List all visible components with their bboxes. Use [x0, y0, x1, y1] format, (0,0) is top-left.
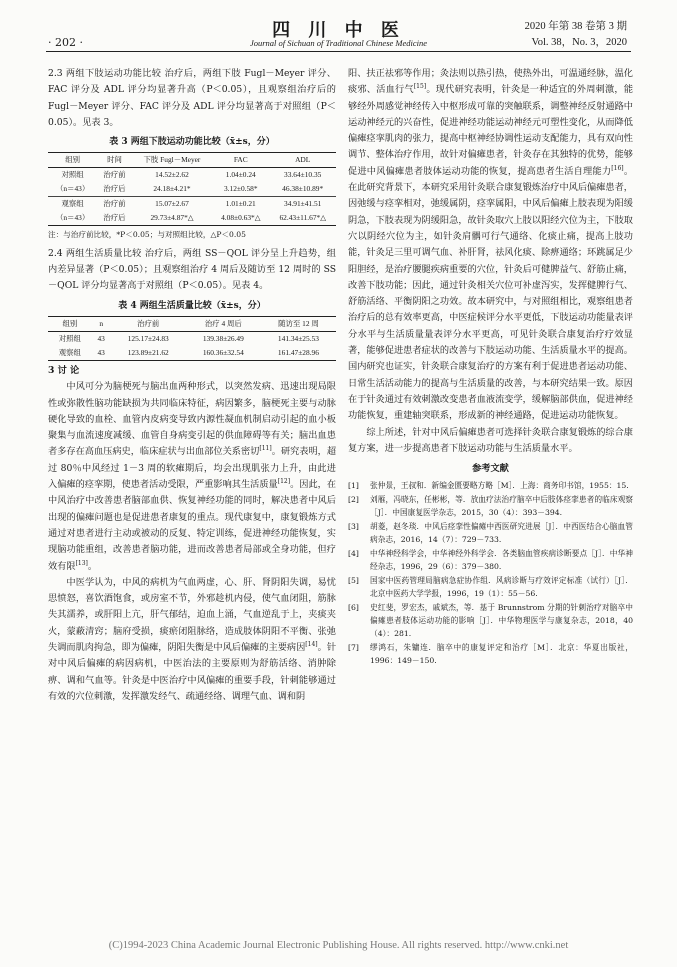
reference-item: [348, 493, 633, 519]
left-column: [48, 66, 336, 705]
table-cell: 治疗前: [103, 199, 126, 209]
table-3-note: 注：与治疗前比较，*P＜0.05；与对照组比较，△P＜0.05: [48, 230, 246, 240]
table-cell: 14.52±2.62: [155, 170, 189, 180]
text-run: 。因此，在中风治疗中改善患者脑部血供、恢复神经功能的同时，解决患者中风后出现的偏瘫问题也是促进患者康复的重点。现代康复中，康复锻炼方式通过对患者进行主动或被动的反复、特定训练，促进神经功能恢复，实现脑功能重组，改善患者脑功能，进而改善患者局部或全身功能，但疗效有限: [48, 479, 337, 572]
reference-item: [348, 520, 633, 546]
table-4: [48, 316, 336, 361]
section-2-4-paragraph: 2.4 两组生活质量比较 治疗后，两组 SS－QOL 评分呈上升趋势，组内差异显著（P＜0.05）；且观察组治疗 4 周后及随访至 12 周时的 SS－QOL 评分均显著高于对照组（P＜0.05）。见表 4。: [48, 247, 336, 292]
references-list: [348, 479, 633, 667]
table-3-caption: 表 3 两组下肢运动功能比较（x̄±s，分）: [109, 137, 275, 148]
table-cell: 43: [97, 333, 105, 343]
reference-text: 中华神经科学会，中华神经外科学会．各类脑血管疾病诊断要点［J］．中华神经杂志，1996，29（6）：379－380.: [370, 549, 633, 572]
conclusion-paragraph: 综上所述，针对中风后偏瘫患者可选择针灸联合康复锻炼的综合康复方案，进一步提高患者下肢运动功能与生活质量水平。: [348, 426, 633, 454]
text-run: 。在此研究背景下，本研究采用针灸联合康复锻炼治疗中风后偏瘫患者，因弛缓与痉挛相对，弛缓属阴，痉挛属阳，中风后偏瘫上肢表现为阳缓阴急，下肢表现为阴缓阳急，故针灸取穴上肢以阳经穴位为主，下肢取穴以阴经穴位为主，如针灸肩髃可行气通络、化痰止痛，提高上肢功能，针灸足三里可调气血、补肝肾，祛风化痰、除痹通络；环跳属足少阳胆经，是治疗腰腿疾病重要的穴位，针灸后可健脾益气、舒筋止痛，改善下肢功能；因此，通过针灸相关穴位可补虚泻实，发挥健脾行气、舒筋活络、平衡阴阳之功效。故本研究中，与对照组相比，观察组患者治疗后的总有效率更高，中医症候评分水平更低，下肢运动功能量表评分水平与生活质量量表评分水平更高，可见针灸联合康复治疗疗效显著，能够促进患者症状的改善与下肢运动功能、生活质量水平的提高。国内研究也证实，针灸联合康复治疗的方案有利于促进患者运动功能、日常生活活动能力的提高与生活质量的改善，与本研究结果一致。原因在于针灸通过有效刺激改变患者血液流变学，缓解脑部供血，促进神经功能恢复，重建轴突联系，形成新的神经通路，促进运动功能恢复。: [348, 165, 634, 422]
table-row: [48, 168, 336, 183]
reference-number: [5]: [348, 576, 359, 586]
reference-number: [3]: [348, 522, 359, 532]
table-cell: 观察组: [61, 199, 84, 209]
reference-text: 史红斐，罗宏杰，戚斌杰，等．基于 Brunnstrom 分期的针刺治疗对脑卒中偏瘫患者肢体运动功能的影响［J］．中华物理医学与康复杂志，2018，40（4）：281.: [370, 603, 633, 639]
table-3-header: 时间: [107, 155, 122, 165]
table-4-caption: 表 4 两组生活质量比较（x̄±s，分）: [118, 300, 266, 311]
table-cell: 24.18±4.21*: [132, 182, 212, 197]
reference-number: [2]: [348, 495, 359, 505]
table-4-header: 随访至 12 周: [278, 318, 319, 328]
table-3-header-row: [48, 153, 336, 168]
reference-text: 胡菱，赵冬琰．中风后痉挛性偏瘫中西医研究进展［J］．中西医结合心脑血管病杂志，2016，14（7）：729－733.: [370, 522, 633, 545]
reference-number: [1]: [348, 481, 359, 491]
table-cell: 62.43±11.67*△: [269, 211, 336, 226]
page-number: · 202 ·: [48, 36, 83, 49]
table-row: [48, 182, 336, 197]
table-3-header: FAC: [233, 155, 248, 165]
year-issue: 2020 年第 38 卷第 3 期: [524, 21, 627, 32]
text-run: 。现代研究表明，针灸是一种适宜的外周刺激，能够经外周感觉神经传入中枢形成可靠的突触联系，调整神经反射通路中运动神经元的兴奋性，促进神经功能运动神经元可塑性变化，从而降低偏瘫痉挛肌肉的张力，提高中枢神经协调性运动支配能力，具有双向性调节、整体治疗作用，故针对偏瘫患者，针灸存在其独特的优势，能够促进中风偏瘫患者肢体运动功能的恢复，提高患者生活自理能力: [348, 84, 634, 177]
table-3-header: 组别: [65, 155, 80, 165]
text-run: 。: [87, 560, 98, 572]
text-run: 中医学认为，中风的病机为气血两虚，心、肝、肾阴阳失调，易忧思愤怒，喜饮酒饱食，或房室不节，外邪趁机内侵，使气血闭阻，筋脉失其濡养，或肝阳上亢，肝气郁结，迫血上涌，气血逆乱于上，夹痰夹火，蒙蔽清窍；脑府受损，痰瘀闭阻脉络，造成肢体阴阳不平衡、张弛失调而肌肉拘急，即为偏瘫，阴阳失衡是中风后偏瘫的主要病因: [48, 576, 336, 654]
table-cell: 1.04±0.24: [225, 170, 256, 180]
table-4-header: 治疗 4 周后: [204, 318, 242, 328]
journal-title: 四 川 中 医: [272, 20, 405, 41]
table-cell: 46.38±10.89*: [269, 182, 336, 197]
citation: [13]: [75, 559, 88, 567]
table-cell: 对照组: [61, 170, 84, 180]
table-cell: 对照组: [58, 333, 81, 343]
table-cell: 治疗后: [97, 182, 132, 197]
reference-item: [348, 574, 633, 600]
table-cell: 4.08±0.63*△: [212, 211, 269, 226]
table-row: [48, 197, 336, 212]
section-3-heading: 3 讨 论: [48, 364, 80, 376]
table-cell: 141.34±25.53: [277, 333, 319, 343]
citation: [12]: [277, 477, 291, 485]
table-4-header: 治疗前: [137, 318, 160, 328]
discussion-paragraph-2: [48, 575, 336, 705]
table-cell: 125.17±24.83: [127, 333, 169, 343]
table-cell: 15.07±2.67: [155, 199, 189, 209]
citation: [15]: [413, 83, 427, 91]
table-cell: 123.89±21.62: [111, 346, 186, 361]
table-4-header: 组别: [62, 318, 78, 328]
page-header: [0, 0, 677, 52]
reference-text: 张仲景，王叔和．新编金匮要略方略［M］．上海：商务印书馆，1955：15.: [370, 481, 629, 491]
table-3-header: ADL: [295, 155, 311, 165]
table-cell: 29.73±4.87*△: [132, 211, 212, 226]
table-cell: 观察组: [48, 346, 92, 361]
text-run: 中风可分为脑梗死与脑出血两种形式，以突然发病、迅速出现局限性或弥散性脑功能缺损为共同临床特征，病因繁多，脑梗死主要与动脉硬化导致的血栓、血管内皮病变导致内源性凝血机制启动引起的血小板聚集与血流速度减缓、血管自身病变引起的供血障碍等有关；脑出血患者多存在高血压病史，临床症状与出血部位关系密切: [48, 381, 336, 458]
table-3-header: 下肢 Fugl－Meyer: [143, 155, 201, 165]
table-4-header-row: [48, 316, 336, 331]
reference-number: [6]: [348, 603, 359, 613]
table-cell: （n＝43）: [48, 211, 97, 226]
table-cell: 43: [92, 346, 111, 361]
table-cell: 160.36±32.54: [186, 346, 261, 361]
table-row: [48, 331, 336, 346]
table-row: [48, 346, 336, 361]
reference-item: [348, 479, 633, 492]
discussion-paragraph-1: [48, 379, 336, 575]
table-3: [48, 152, 336, 226]
reference-number: [7]: [348, 643, 359, 653]
citation: [16]: [611, 164, 624, 172]
reference-item: [348, 641, 633, 667]
table-cell: 治疗后: [97, 211, 132, 226]
discussion-paragraph-2-continued: [348, 66, 633, 425]
reference-text: 刘雁，冯晓东，任彬彬，等．放血疗法治疗脑卒中后肢体痉挛患者的临床观察［J］．中国康复医学杂志，2015，30（4）：393－394.: [370, 495, 633, 518]
header-rule: [46, 51, 631, 52]
table-cell: 139.38±26.49: [202, 333, 244, 343]
copyright-footer: (C)1994-2023 China Academic Journal Electronic Publishing House. All rights reserved. http://www.cnki.net: [108, 940, 569, 951]
reference-item: [348, 601, 633, 640]
table-cell: 3.12±0.58*: [212, 182, 269, 197]
text-run: 。针对中风后偏瘫的病因病机，中医治法的主要原则为舒筋活络、消肿除痹、调和气血等。针灸是中医治疗中风偏瘫的重要手段，针刺能够通过有效的穴位刺激，发挥激发经气、疏通经络、调理气血、调和阴: [48, 642, 337, 702]
citation: [11]: [259, 445, 272, 453]
volume-info: Vol. 38，No. 3，2020: [531, 37, 627, 48]
table-cell: 33.64±10.35: [284, 170, 322, 180]
section-2-3-paragraph: 2.3 两组下肢运动功能比较 治疗后，两组下肢 Fugl－Meyer 评分、FAC 评分及 ADL 评分均显著升高（P＜0.05），且观察组治疗后的 Fugl－Meyer 评分、FAC 评分及 ADL 评分均显著高于对照组（P＜0.05）。见表 3。: [48, 68, 336, 128]
reference-text: 缪鸿石，朱镛连．脑卒中的康复评定和治疗［M］．北京：华夏出版社，1996：149－150.: [370, 643, 633, 666]
table-row: [48, 211, 336, 226]
reference-item: [348, 547, 633, 573]
reference-text: 国家中医药管理局脑病急症协作组．风病诊断与疗效评定标准（试行）［J］．北京中医药大学学报，1996，19（1）：55－56.: [370, 576, 633, 599]
table-cell: 治疗前: [103, 170, 126, 180]
table-cell: 1.01±0.21: [225, 199, 256, 209]
text-run: 阳、扶正祛邪等作用；灸法则以热引热，使热外出，可温通经脉，温化痰邪、活血行气: [348, 68, 633, 96]
reference-number: [4]: [348, 549, 359, 559]
references-heading: 参考文献: [472, 463, 509, 475]
table-cell: （n＝43）: [48, 182, 97, 197]
right-column: [348, 66, 633, 668]
citation: [14]: [305, 640, 318, 648]
table-cell: 161.47±28.96: [261, 346, 336, 361]
table-4-header: n: [99, 318, 104, 328]
journal-title-english: Journal of Sichuan of Traditional Chinese Medicine: [249, 38, 428, 48]
table-cell: 34.91±41.51: [284, 199, 322, 209]
text-run: 。研究表明，超过 80％中风经过 1－3 周的软瘫期后，均会出现肌张力上升，由此进入偏瘫的痉挛期，使患者活动受限，严重影响其生活质量: [48, 446, 337, 491]
